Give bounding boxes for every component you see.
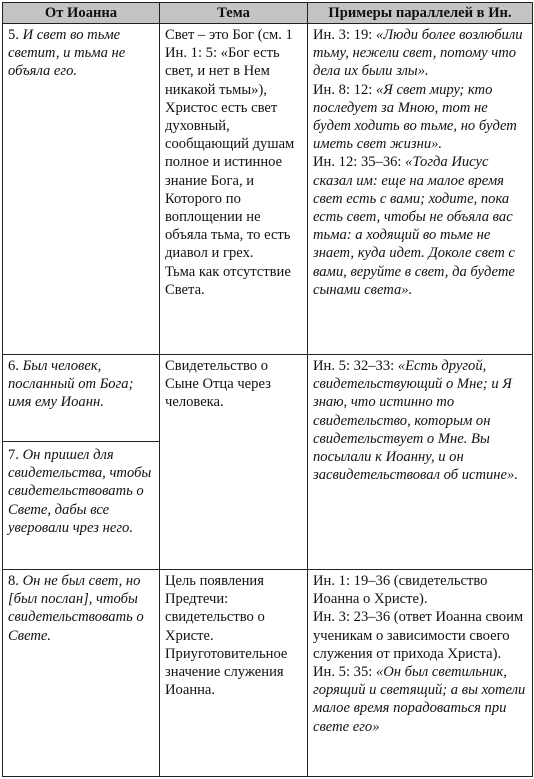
parallel-entry	[313, 608, 528, 663]
parallel-quote: «Он был светильник, горящий и светящий; а вы хотели малое время порадоваться при свете его»	[313, 664, 526, 735]
parallel-entry	[313, 26, 528, 81]
parallels-cell	[308, 355, 533, 570]
parallel-entry	[313, 153, 528, 299]
theme-cell	[160, 570, 308, 777]
parallel-quote: «Есть другой, свидетельствующий о Мне; и Я знаю, что истинно то свидетельство, которым он свидетельствует о Мне. Вы посылали к Иоанну, и он засвидетельствовал об истине».	[313, 358, 518, 484]
parallel-entry	[313, 357, 528, 484]
parallel-note: (ответ Иоанна своим ученикам о зависимости своего служения от прихода Христа).	[313, 609, 524, 662]
theme-cell	[160, 24, 308, 355]
verse-number: 6.	[8, 358, 19, 374]
parallel-ref: Ин. 12: 35–36:	[313, 154, 402, 171]
verse-text: И свет во тьме светит, и тьма не объяла его.	[8, 27, 126, 80]
theme-cell	[160, 355, 308, 570]
john-cell	[3, 24, 160, 355]
parallel-ref: Ин. 3: 19:	[313, 27, 373, 43]
table-row	[3, 355, 533, 570]
header-john: От Иоанна	[3, 3, 160, 24]
parallel-note: (свидетельство Иоанна о Христе).	[313, 573, 488, 608]
theme-line: Христос есть свет духовный, сообщающий душам полное и истинное знание Бога, и Которого по воплощении не объяла тьма, то есть диавол и грех.	[165, 99, 295, 262]
parallel-entry	[313, 81, 528, 154]
header-parallels: Примеры параллелей в Ин.	[308, 3, 533, 24]
verse-number: 7.	[8, 447, 19, 463]
parallel-quote: «Я свет миру; кто последует за Мною, тот не будет ходить во тьме, но будет иметь свет жизни».	[313, 81, 517, 153]
parallel-entry	[313, 663, 528, 736]
parallel-ref: Ин. 3: 23–36	[313, 609, 391, 626]
john-cell	[3, 570, 160, 777]
theme-line: Цель появления Предтечи: свидетельство о Христе.	[165, 573, 265, 644]
parallel-entry	[313, 572, 528, 608]
john-cell	[3, 355, 160, 570]
verse-number: 8.	[8, 573, 19, 589]
verse-text: Он не был свет, но [был послан], чтобы свидетельствовать о Свете.	[8, 573, 144, 644]
parallel-ref: Ин. 1: 19–36	[313, 573, 391, 589]
verse-text: Был человек, посланный от Бога; имя ему Иоанн.	[8, 358, 134, 411]
parallel-quote: «Люди более возлюбили тьму, нежели свет, потому что дела их были злы».	[313, 27, 523, 80]
header-theme: Тема	[160, 3, 308, 24]
theme-line: Приуготовительное значение служения Иоанна.	[165, 645, 288, 699]
parallel-ref: Ин. 5: 35:	[313, 664, 373, 681]
parallel-quote: «Тогда Иисус сказал им: еще на малое время свет есть с вами; ходите, пока есть свет, чтобы не объяла вас тьма: а ходящий во тьме не знает, куда идет. Доколе свет с вами, веруйте в свет, да будете сынами света».	[313, 154, 515, 298]
parallels-cell	[308, 24, 533, 355]
parallels-cell	[308, 570, 533, 777]
header-row	[3, 3, 533, 24]
theme-line: Тьма как отсутствие Света.	[165, 263, 291, 298]
parallels-table	[2, 2, 533, 777]
parallel-ref: Ин. 8: 12:	[313, 81, 373, 98]
john-subcell	[3, 442, 159, 539]
table-row	[3, 570, 533, 777]
theme-line: Свет – это Бог (см. 1 Ин. 1: 5: «Бог есть свет, и нет в Нем никакой тьмы»),	[165, 27, 293, 98]
john-subcell	[3, 355, 159, 442]
verse-number: 5.	[8, 27, 19, 43]
parallel-ref: Ин. 5: 32–33:	[313, 358, 395, 374]
table-row	[3, 24, 533, 355]
theme-line: Свидетельство о Сыне Отца через человека.	[165, 358, 271, 411]
verse-text: Он пришел для свидетельства, чтобы свидетельствовать о Свете, дабы все уверовали чрез него.	[8, 447, 152, 536]
